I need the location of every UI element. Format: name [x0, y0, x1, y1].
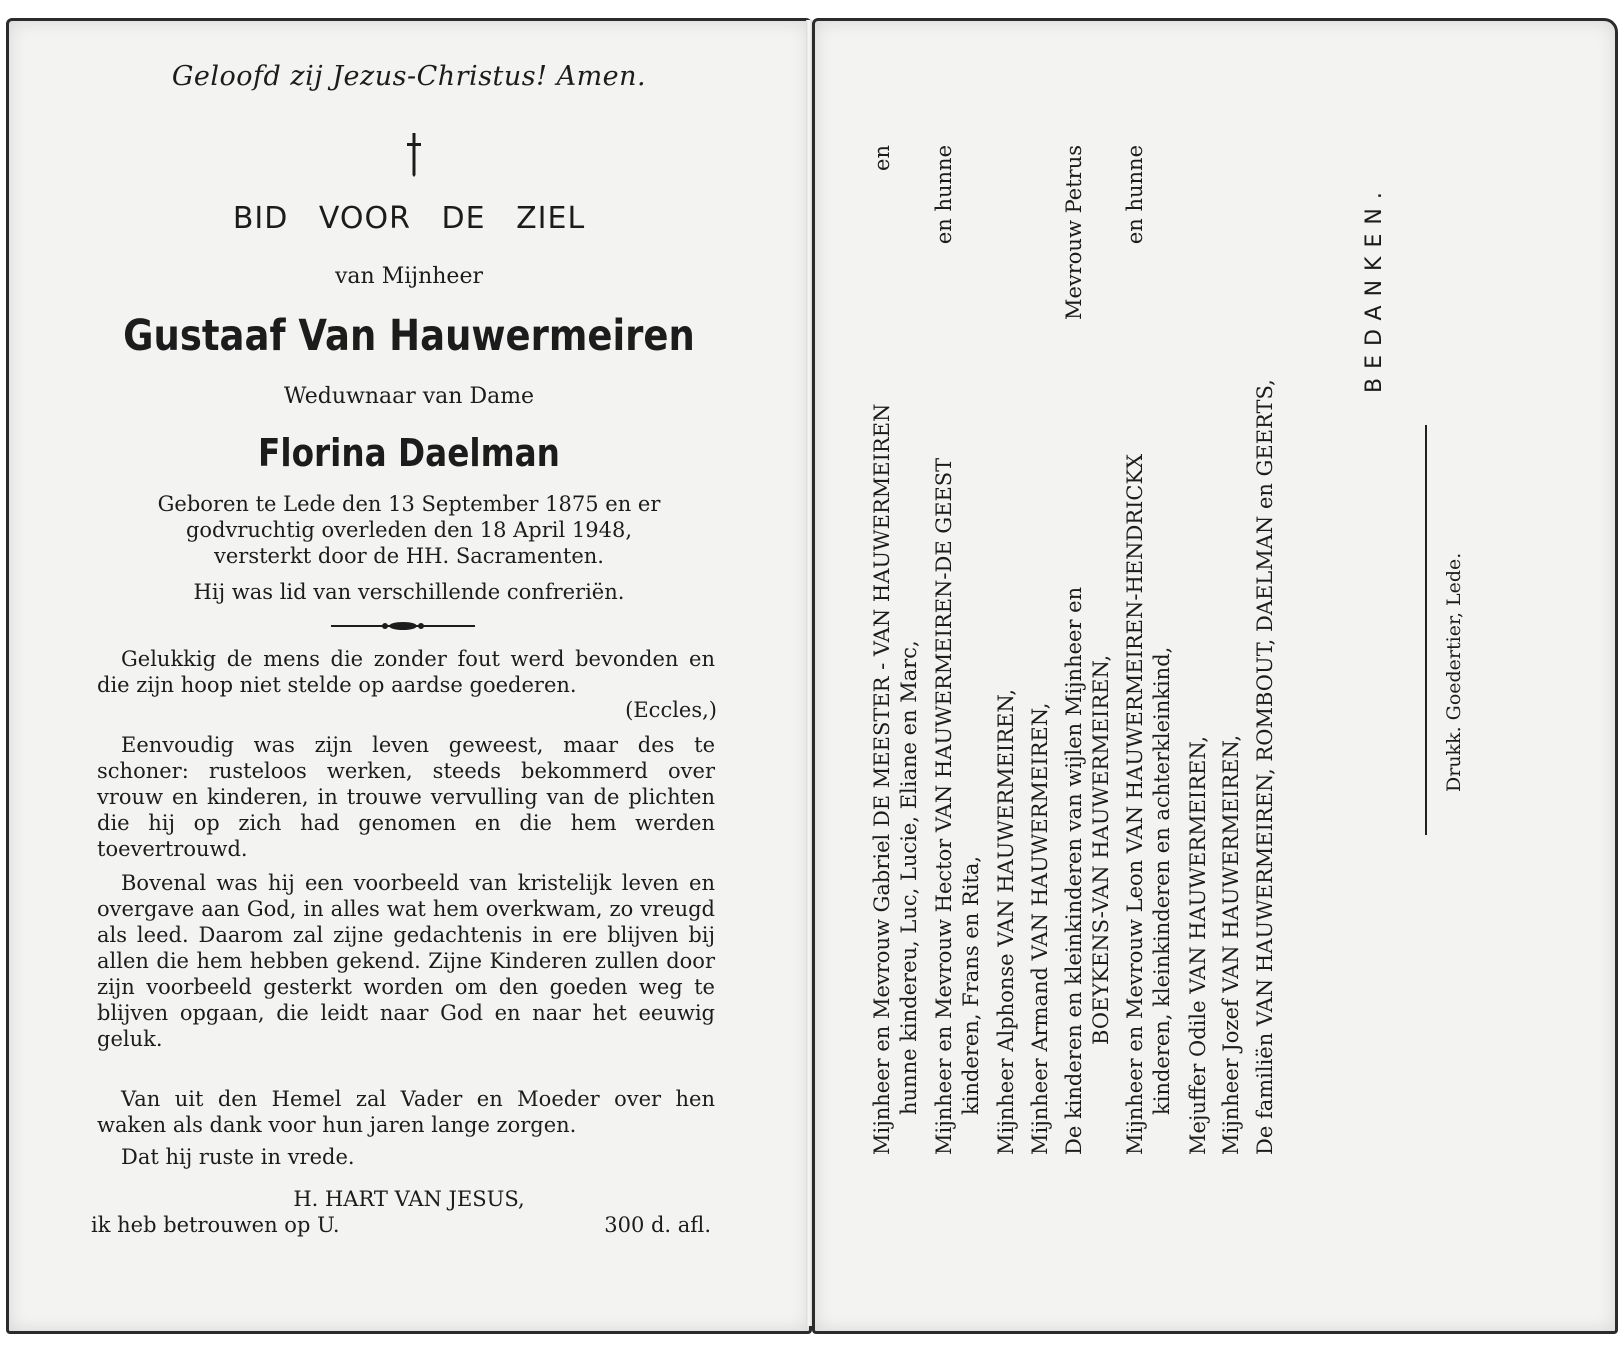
deceased-name: Gustaaf Van Hauwermeiren [123, 311, 695, 361]
paragraph-1-text: Eenvoudig was zijn leven geweest, maar des te schoner: rusteloos werken, steeds bekommerd over vrouw en kinderen, in trouwe vervulling van de plichten die hij op zich had genomen en die hem werden toevertrouwd. [97, 733, 715, 861]
family-list [870, 145, 1430, 1155]
family-line: Mijnheer Jozef VAN HAUWERMEIREN, [1219, 734, 1243, 1155]
rest-in-peace-text: Dat hij ruste in vrede. [121, 1145, 355, 1169]
prayer-footer [91, 1213, 711, 1237]
left-panel [6, 18, 812, 1334]
rest-in-peace-block [97, 1144, 715, 1170]
ornament-divider-icon [331, 619, 475, 633]
family-line [932, 145, 956, 1155]
prayer-line-2: ik heb betrouwen op U. [91, 1213, 340, 1237]
prayer-heading: BID VOOR DE ZIEL [232, 201, 586, 236]
paragraph-3-text: Van uit den Hemel zal Vader en Moeder over hen waken als dank voor hun jaren lange zorgen. [97, 1087, 715, 1137]
family-line [1123, 145, 1147, 1155]
paragraph-2-text: Bovenal was hij een voorbeeld van kristelijk leven en overgave aan God, in alles wat hem overkwam, zo vreugd als leed. Daarom zal zijne gedachtenis in ere blijven bij allen die hem hebben gekend. Zijne Kinderen zullen door zijn voorbeeld gesterkt worden om den goeden weg te blijven opgaan, die leidt naar God en naar het eeuwig geluk. [97, 871, 715, 1051]
family-line-text: De kinderen en kleinkinderen van wijlen Mijnheer en [1062, 586, 1086, 1155]
birth-death-line: versterkt door de HH. Sacramenten. [214, 544, 604, 568]
printer-divider [1425, 425, 1427, 835]
family-line: BOEYKENS-VAN HAUWERMEIREN, [1089, 654, 1113, 1045]
paragraph-1 [97, 732, 715, 862]
quote-source: (Eccles,) [625, 698, 717, 722]
birth-death-line: godvruchtig overleden den 18 April 1948, [185, 518, 633, 542]
family-line: kinderen, Frans en Rita, [959, 855, 983, 1115]
honorific-line: van Mijnheer [335, 264, 483, 289]
family-line-text: Mijnheer en Mevrouw Gabriel DE MEESTER - VAN HAUWERMEIREN [870, 403, 894, 1155]
family-line [870, 145, 894, 1155]
thanks-text: BEDANKEN. [1362, 183, 1387, 393]
family-line: kinderen, kleinkinderen en achterkleinkind, [1150, 646, 1174, 1115]
family-line-tail: en [870, 145, 894, 171]
confraternities-line: Hij was lid van verschillende confreriën. [193, 580, 625, 604]
widower-line: Weduwnaar van Dame [283, 384, 535, 409]
family-line: Mejuffer Odile VAN HAUWERMEIREN, [1186, 735, 1210, 1155]
prayer-line-1: H. HART VAN JESUS, [293, 1187, 525, 1211]
family-line: hunne kindereu, Luc, Lucie, Eliane en Marc, [897, 640, 921, 1115]
family-line-tail: en hunne [1123, 145, 1147, 245]
indulgence-note: 300 d. afl. [604, 1213, 711, 1237]
quote-text: Gelukkig de mens die zonder fout werd bevonden en die zijn hoop niet stelde op aardse goederen. [97, 647, 715, 697]
family-line: De familiën VAN HAUWERMEIREN, ROMBOUT, DAELMAN en GEERTS, [1253, 379, 1277, 1155]
spouse-name: Florina Daelman [258, 431, 560, 475]
paragraph-2 [97, 870, 715, 1052]
family-line-text: Mijnheer en Mevrouw Leon VAN HAUWERMEIREN-HENDRICKX [1123, 453, 1147, 1155]
birth-death-block [89, 491, 729, 569]
family-line [1062, 145, 1086, 1155]
invocation-text: Geloofd zij Jezus-Christus! Amen. [171, 61, 647, 92]
family-line-tail: en hunne [932, 145, 956, 245]
paragraph-3 [97, 1086, 715, 1138]
cross-icon [405, 131, 423, 177]
family-line-text: Mijnheer en Mevrouw Hector VAN HAUWERMEIREN-DE GEEST [932, 457, 956, 1155]
printer-credit: Drukk. Goedertier, Lede. [1443, 552, 1465, 792]
family-line-tail: Mevrouw Petrus [1062, 145, 1086, 321]
family-line: Mijnheer Armand VAN HAUWERMEIREN, [1028, 702, 1052, 1155]
family-line: Mijnheer Alphonse VAN HAUWERMEIREN, [994, 688, 1018, 1155]
quote-block [97, 646, 715, 698]
birth-death-line: Geboren te Lede den 13 September 1875 en er [157, 492, 661, 516]
